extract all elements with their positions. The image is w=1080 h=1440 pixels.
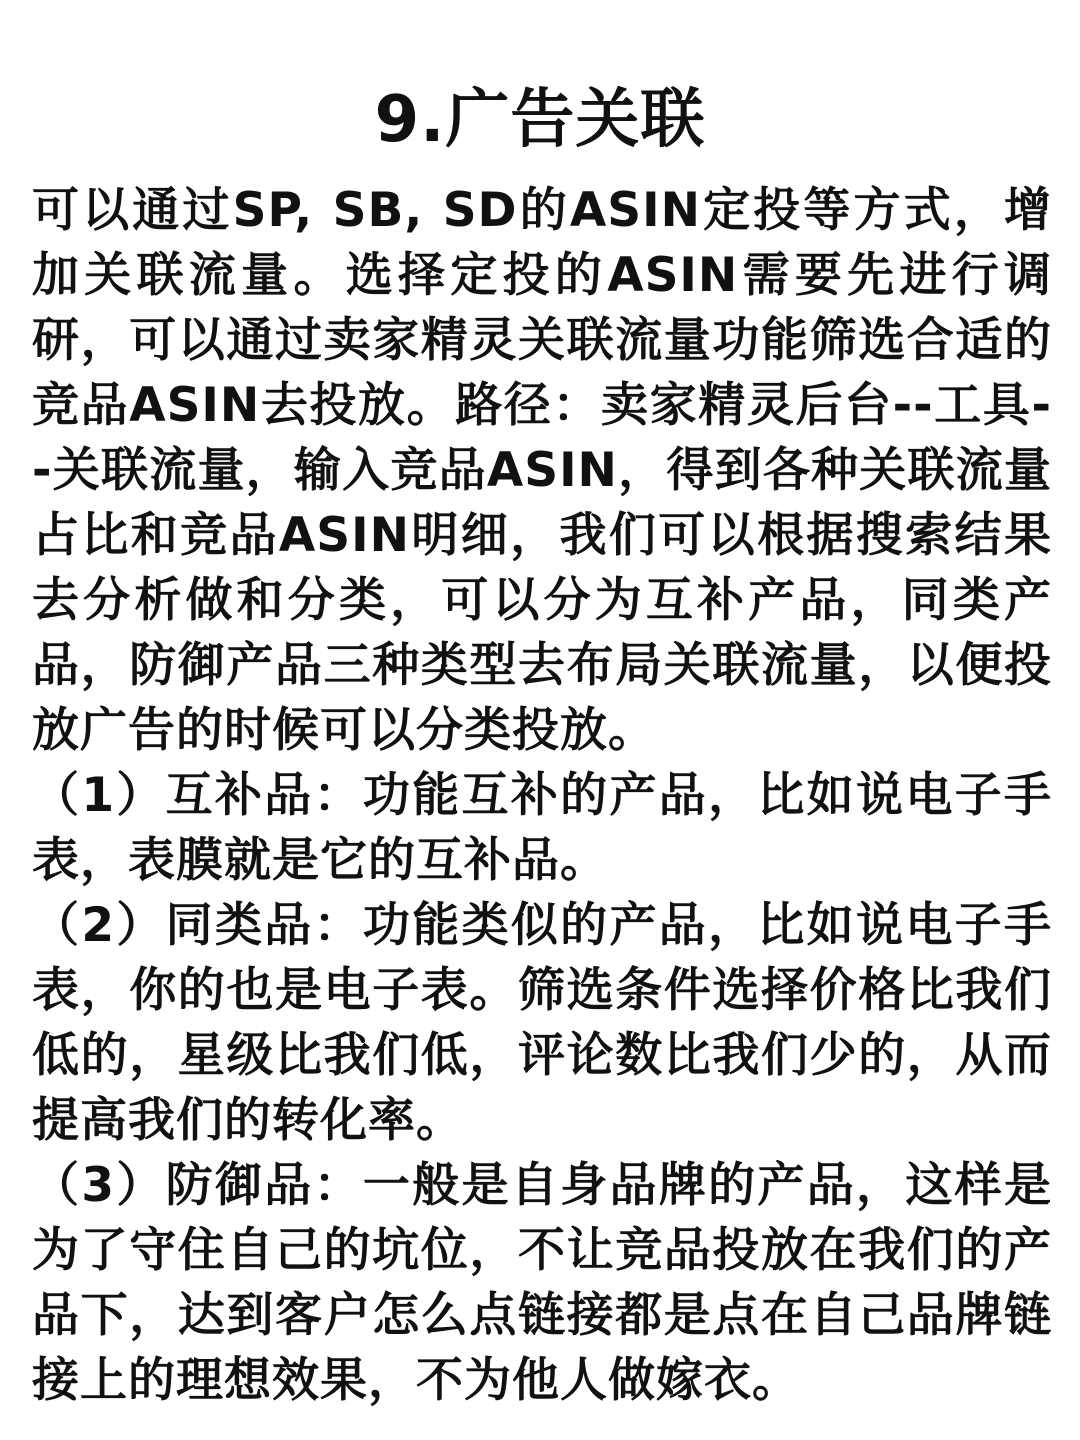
paragraph-similar: （2）同类品：功能类似的产品，比如说电子手表，你的也是电子表。筛选条件选择价格比我们低的，星级比我们低，评论数比我们少的，从而提高我们的转化率。 — [32, 898, 1052, 1148]
paragraph-complementary: （1）互补品：功能互补的产品，比如说电子手表，表膜就是它的互补品。 — [32, 768, 1052, 888]
paragraph-defensive: （3）防御品：一般是自身品牌的产品，这样是为了守住自己的坑位，不让竞品投放在我们的产品下，达到客户怎么点链接都是点在自己品牌链接上的理想效果，不为他人做嫁衣。 — [32, 1158, 1052, 1408]
article-body — [32, 178, 1052, 1413]
page-title: 9.广告关联 — [374, 83, 706, 157]
paragraph-intro: 可以通过SP, SB, SD的ASIN定投等方式，增加关联流量。选择定投的ASIN需要先进行调研，可以通过卖家精灵关联流量功能筛选合适的竞品ASIN去投放。路径：卖家精灵后台--工具--关联流量，输入竞品ASIN，得到各种关联流量占比和竞品ASIN明细，我们可以根据搜索结果去分析做和分类，可以分为互补产品，同类产品，防御产品三种类型去布局关联流量，以便投放广告的时候可以分类投放。 — [32, 183, 1052, 758]
